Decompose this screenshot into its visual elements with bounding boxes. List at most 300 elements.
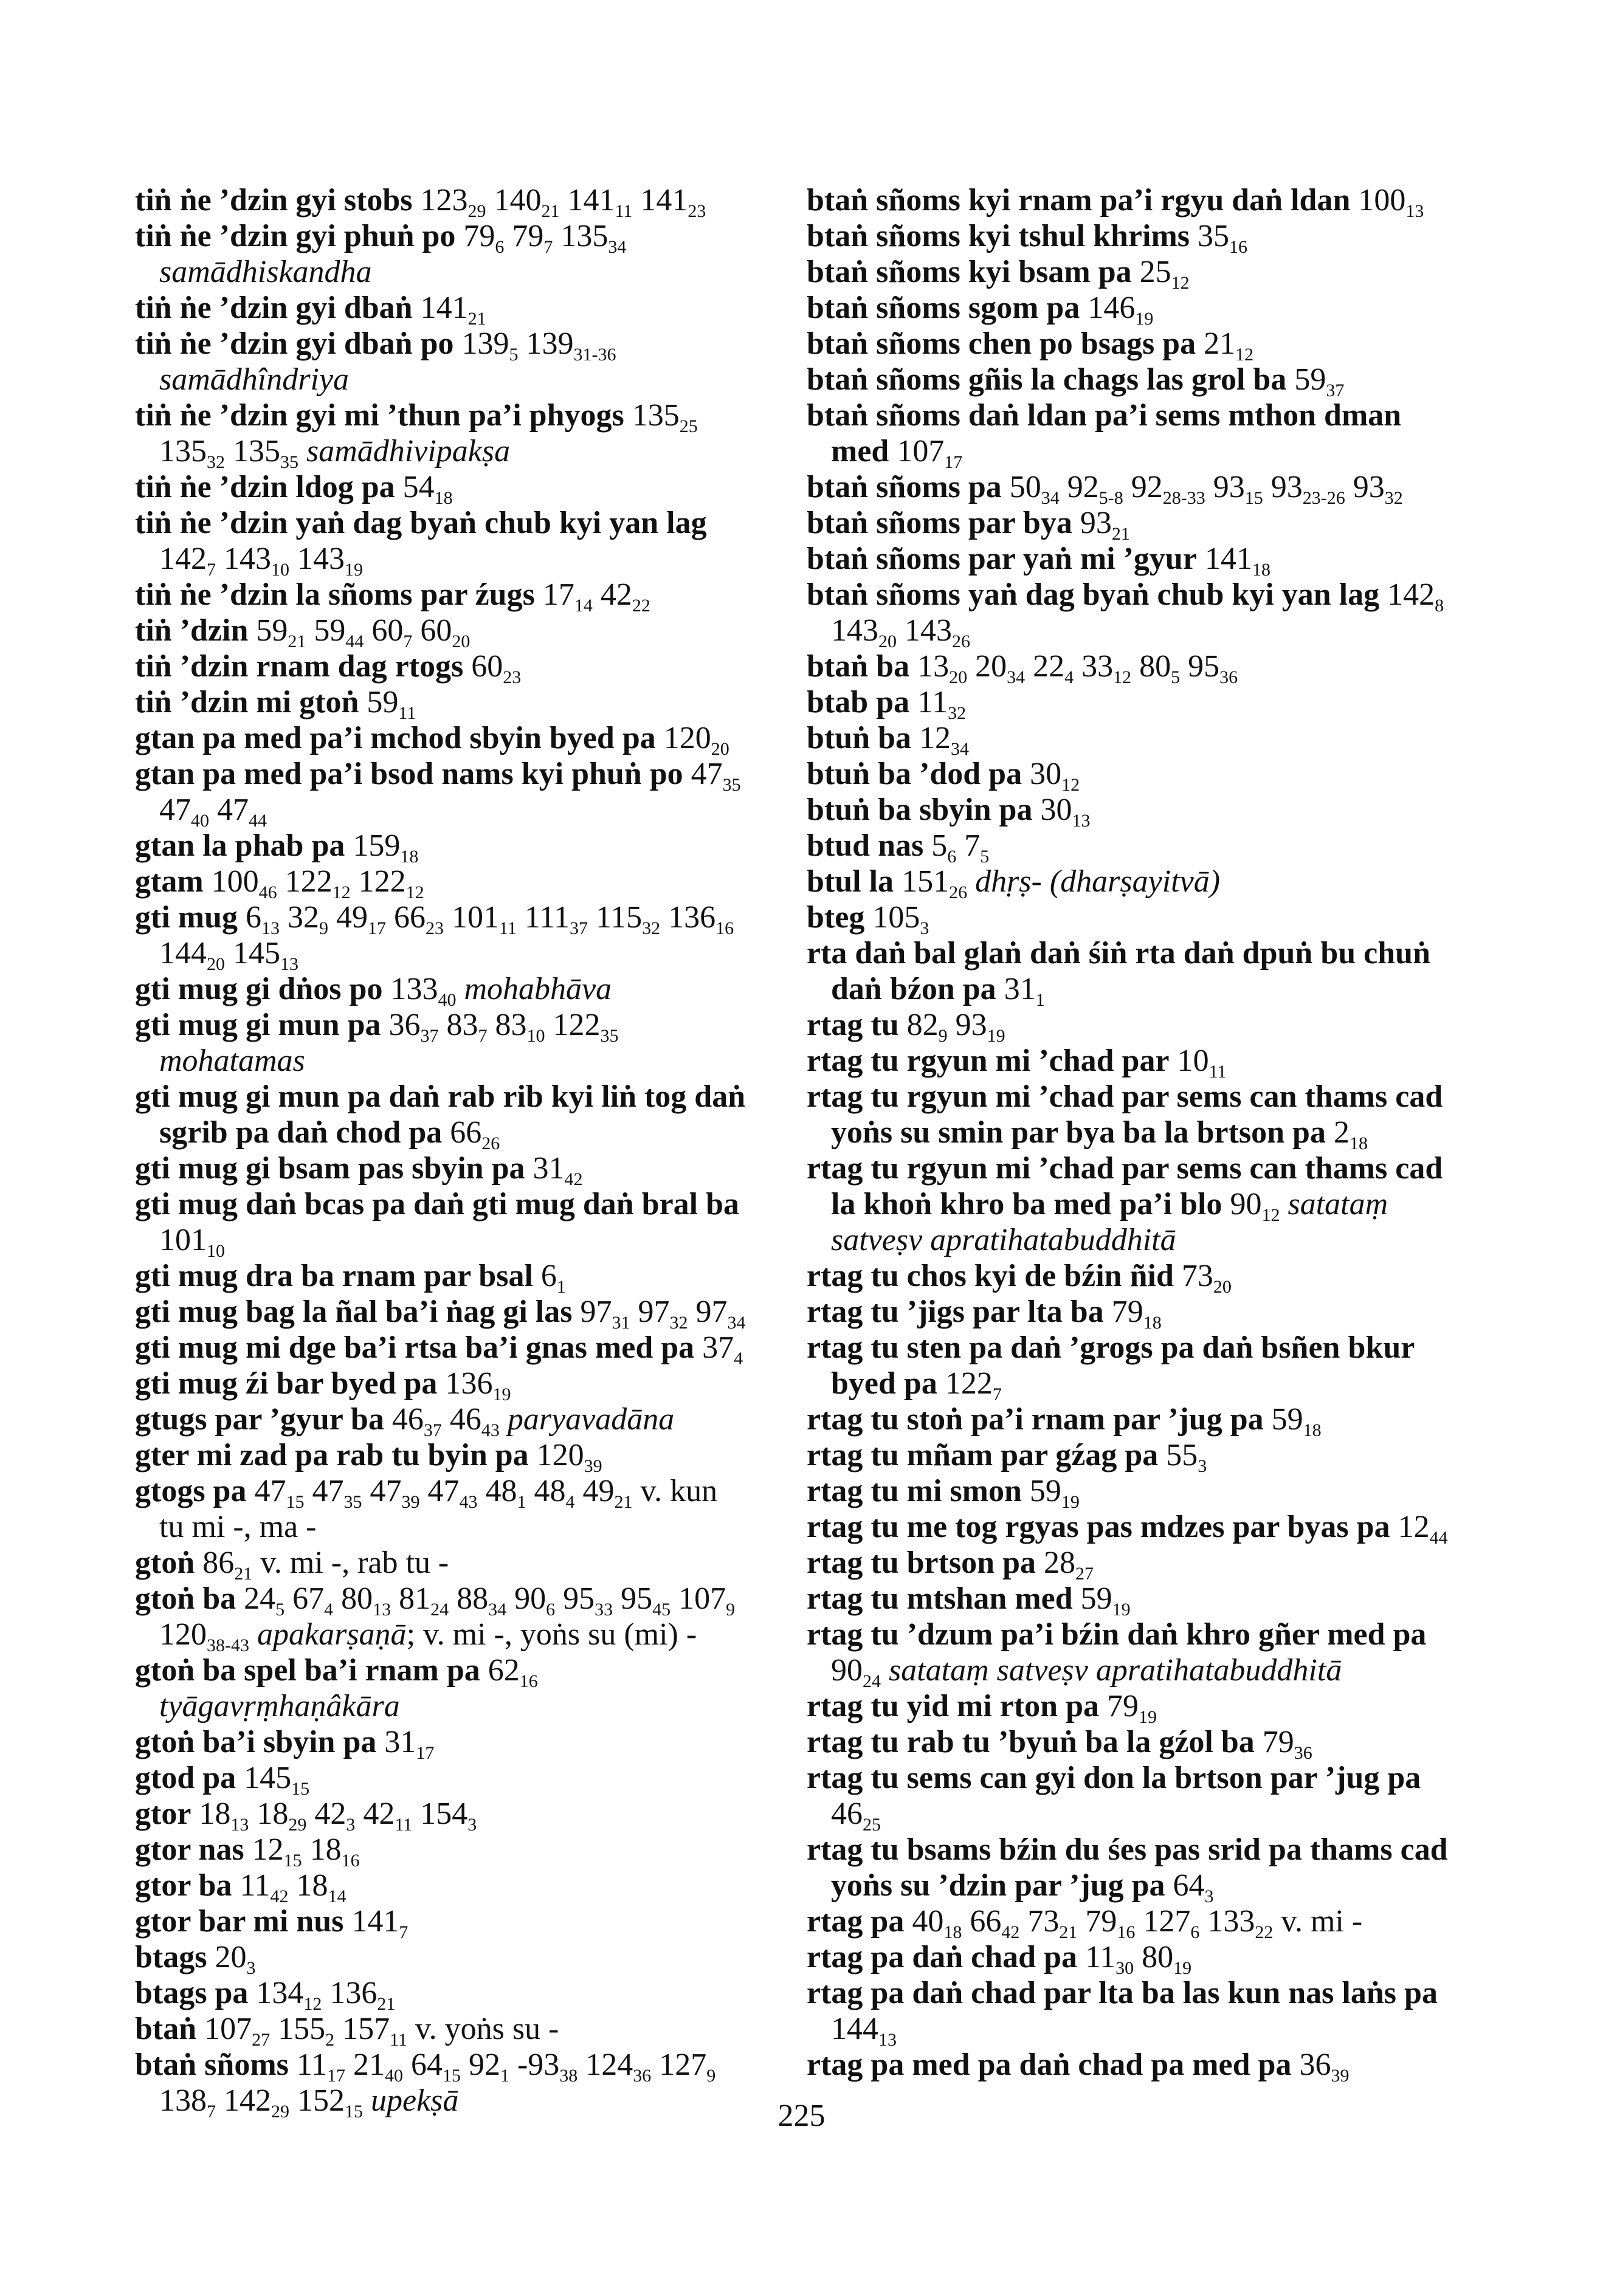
entry-headword: gti mug bag la ñal ba’i ṅag gi las (135, 1294, 573, 1329)
entry-references (1350, 183, 1424, 221)
line-reference: 32 (207, 452, 225, 472)
entry-headword: gtor (135, 1796, 191, 1831)
line-reference: 20 (878, 631, 897, 651)
entry-references (1222, 1187, 1280, 1225)
index-entry (807, 828, 1451, 867)
page-reference: 86 (202, 1545, 235, 1580)
line-reference: 32 (1384, 487, 1403, 508)
page-reference: 40 (912, 1904, 944, 1939)
line-reference: 44 (249, 810, 267, 831)
sanskrit-equivalent: paryavadāna (507, 1402, 675, 1437)
page-reference: 7 (964, 828, 981, 863)
page-reference: 155 (278, 2012, 326, 2046)
entry-references (529, 1438, 602, 1476)
line-reference: 19 (1112, 1599, 1131, 1620)
index-entry (135, 1294, 746, 1333)
page-reference: 92 (468, 2047, 500, 2082)
line-reference: 42 (564, 1169, 583, 1189)
line-reference: 7 (399, 1922, 409, 1942)
entry-references (1002, 470, 1403, 508)
page-reference: 107 (204, 2012, 252, 2046)
entry-headword: btaṅ (135, 2012, 197, 2046)
entry-headword: btaṅ sñoms daṅ ldan pa’i sems mthon dman med (807, 398, 1402, 469)
page-reference: 48 (485, 1474, 517, 1508)
entry-headword: rtag pa daṅ chad par lta ba las kun nas laṅs pa (807, 1976, 1438, 2010)
line-reference: 19 (1139, 1707, 1157, 1727)
entry-headword: btul la (807, 864, 894, 899)
line-reference: 14 (574, 595, 593, 616)
line-reference: 26 (952, 631, 970, 651)
entry-headword: rtag tu chos kyi de bźin ñid (807, 1259, 1174, 1293)
line-reference: 12 (303, 1993, 322, 2014)
line-reference: 14 (328, 1886, 346, 1906)
page-reference: 83 (495, 1008, 527, 1042)
entry-headword: gtod pa (135, 1761, 236, 1795)
line-reference: 27 (252, 2029, 271, 2050)
sanskrit-equivalent: apakarṣaṇā (257, 1617, 407, 1652)
page-reference: 124 (585, 2047, 633, 2082)
entry-references (909, 649, 1238, 687)
entry-headword: rtag tu rgyun mi ’chad par (807, 1043, 1170, 1078)
entry-references (1077, 1940, 1192, 1978)
line-reference: 12 (1235, 344, 1254, 365)
entry-references (831, 1653, 881, 1691)
entry-references (525, 1151, 583, 1189)
line-reference: 21 (1111, 523, 1130, 544)
entry-headword: btaṅ ba (807, 649, 910, 684)
line-reference: 3 (467, 1814, 477, 1835)
line-reference: 43 (481, 1420, 500, 1440)
line-reference: 40 (438, 989, 457, 1010)
line-reference: 31 (612, 1312, 630, 1333)
line-reference: 37 (1326, 380, 1345, 400)
line-reference: 3 (1204, 1886, 1214, 1906)
line-reference: 3 (1198, 1456, 1207, 1476)
index-entry (135, 1545, 746, 1584)
page-reference: 30 (1040, 792, 1072, 827)
page-reference: 88 (457, 1581, 489, 1616)
line-reference: 16 (519, 1671, 538, 1691)
line-reference: 34 (608, 236, 627, 257)
line-reference: 21 (614, 1491, 633, 1512)
index-entry (807, 182, 1451, 221)
line-reference: 19 (1173, 1957, 1192, 1978)
page-reference: -93 (517, 2047, 560, 2082)
entry-references (1022, 1474, 1080, 1512)
line-reference: 42 (270, 1886, 289, 1906)
entry-headword: tiṅ ṅe ’dzin gyi mi ’thun pa’i phyogs (135, 398, 624, 433)
page-reference: 11 (917, 685, 948, 720)
page-reference: 90 (1230, 1187, 1262, 1222)
page-reference: 28 (1044, 1545, 1076, 1580)
index-entry (135, 1186, 746, 1261)
entry-headword: gter mi zad pa rab tu byin pa (135, 1438, 529, 1473)
page-reference: 139 (461, 326, 509, 361)
index-entry (807, 1150, 1451, 1258)
entry-headword: gtan la phab pa (135, 828, 345, 863)
page-reference: 67 (292, 1581, 325, 1616)
line-reference: 31-36 (573, 344, 616, 365)
page-reference: 47 (159, 792, 191, 827)
page-reference: 107 (678, 1581, 726, 1616)
line-reference: 6 (1190, 1922, 1200, 1942)
entry-headword: tiṅ ṅe ’dzin la sñoms par źugs (135, 577, 535, 612)
page-reference: 47 (312, 1474, 344, 1508)
line-reference: 18 (400, 846, 419, 867)
page-reference: 79 (1085, 1904, 1117, 1939)
index-entry (807, 684, 1451, 723)
line-reference: 21 (467, 308, 486, 329)
entry-references (455, 219, 627, 257)
cross-reference: v. yoṅs su - (415, 2012, 559, 2046)
entry-references (454, 326, 616, 365)
entry-references (1255, 1725, 1312, 1763)
page-reference: 54 (402, 470, 435, 504)
index-entry (807, 290, 1451, 329)
line-reference: 20 (1213, 1276, 1232, 1297)
page-reference: 143 (224, 541, 271, 576)
page-reference: 59 (314, 613, 346, 648)
line-reference: 26 (481, 1133, 500, 1153)
page-reference: 81 (399, 1581, 431, 1616)
page-reference: 136 (445, 1366, 493, 1401)
line-reference: 12 (405, 882, 424, 902)
entry-headword: rtag tu rab tu ’byuṅ ba la gźol ba (807, 1725, 1255, 1759)
page-reference: 60 (471, 649, 503, 684)
page-reference: 93 (1270, 470, 1303, 504)
line-reference: 37 (423, 1420, 442, 1440)
line-reference: 17 (944, 452, 963, 472)
index-entry (135, 864, 746, 902)
line-reference: 46 (258, 882, 277, 902)
page-reference: 93 (1213, 470, 1245, 504)
line-reference: 18 (434, 487, 453, 508)
index-entry (135, 971, 746, 1010)
line-reference: 1 (556, 1276, 566, 1297)
index-entry (807, 541, 1451, 580)
line-reference: 6 (546, 1599, 556, 1620)
page-reference: 59 (367, 685, 399, 720)
index-entry (807, 505, 1451, 544)
entry-headword: rtag tu rgyun mi ’chad par sems can thams cad la khoṅ khro ba med pa’i blo (807, 1151, 1443, 1222)
entry-references (413, 290, 486, 329)
page-reference: 135 (632, 398, 680, 433)
page-reference: 83 (446, 1008, 478, 1042)
line-reference: 37 (420, 1025, 439, 1046)
line-reference: 4 (324, 1599, 334, 1620)
line-reference: 1 (500, 2065, 509, 2086)
index-entry (135, 1760, 746, 1799)
line-reference: 16 (715, 918, 734, 938)
page-reference: 95 (563, 1581, 595, 1616)
index-entry (807, 1294, 1451, 1333)
page-reference: 143 (905, 613, 952, 648)
page-reference: 97 (580, 1294, 612, 1329)
entry-headword: btuṅ ba sbyin pa (807, 792, 1033, 827)
page-reference: 2 (1333, 1115, 1350, 1150)
entry-headword: btuṅ ba (807, 721, 911, 755)
line-reference: 12 (1061, 774, 1080, 795)
entry-headword: gti mug gi bsam pas sbyin pa (135, 1151, 525, 1186)
index-entry (135, 613, 746, 651)
line-reference: 13 (261, 918, 280, 938)
entry-references (1036, 1545, 1094, 1584)
index-entry (807, 1545, 1451, 1584)
index-entry (807, 1581, 1451, 1620)
page-reference: 62 (488, 1653, 520, 1688)
line-reference: 44 (345, 631, 364, 651)
page-reference: 111 (524, 900, 570, 935)
line-reference: 44 (1429, 1527, 1448, 1548)
sanskrit-equivalent: dhṛṣ- (dharṣayitvā) (975, 864, 1221, 899)
line-reference: 7 (992, 1384, 1002, 1404)
index-entry (135, 1473, 746, 1545)
page-reference: 79 (463, 219, 495, 253)
index-entry (135, 1868, 746, 1906)
line-reference: 28-33 (1162, 487, 1205, 508)
entry-headword: tiṅ ’dzin mi gtoṅ (135, 685, 359, 720)
page-reference: 18 (296, 1868, 328, 1903)
entry-references (248, 613, 471, 651)
entry-references (937, 1366, 1002, 1404)
entry-references (343, 1904, 409, 1942)
line-reference: 5 (980, 846, 990, 867)
line-reference: 3 (920, 918, 929, 938)
line-reference: 21 (234, 1563, 253, 1584)
line-reference: 13 (280, 954, 298, 974)
entry-references (656, 721, 729, 759)
index-entry (135, 2011, 746, 2050)
page-reference: 66 (970, 1904, 1002, 1939)
page-reference: 143 (831, 613, 878, 648)
entry-headword: gtogs pa (135, 1474, 247, 1508)
page-reference: 134 (256, 1976, 304, 2010)
entry-references (894, 864, 968, 902)
index-entry (807, 756, 1451, 795)
index-entry (135, 1258, 746, 1297)
cross-reference: v. kun tu mi -, ma - (159, 1474, 718, 1544)
line-reference: 7 (403, 631, 413, 651)
page-reference: 141 (640, 183, 688, 218)
page-reference: 133 (1207, 1904, 1255, 1939)
entry-references (376, 1725, 435, 1763)
line-reference: 39 (1331, 2065, 1350, 2086)
page-reference: 127 (659, 2047, 707, 2082)
page-reference: 142 (1387, 577, 1435, 612)
page-reference: 127 (1143, 1904, 1191, 1939)
entry-headword: btaṅ sñoms par bya (807, 506, 1072, 540)
entry-headword: tiṅ ṅe ’dzin gyi phuṅ po (135, 219, 456, 253)
page-reference: 123 (420, 183, 468, 218)
entry-references (831, 1796, 881, 1835)
entry-headword: btaṅ sñoms yaṅ dag byaṅ chub kyi yan lag (807, 577, 1380, 612)
sanskrit-equivalent: samādhivipakṣa (306, 434, 511, 469)
sanskrit-equivalent: satataṃ satveṣv apratihatabuddhitā (889, 1653, 1342, 1688)
page-reference: 20 (215, 1940, 247, 1975)
line-reference: 19 (1135, 308, 1154, 329)
line-reference: 21 (1059, 1922, 1078, 1942)
page-reference: 46 (831, 1796, 863, 1831)
line-reference: 24 (430, 1599, 449, 1620)
page-reference: 93 (1353, 470, 1385, 504)
index-entry (807, 720, 1451, 759)
line-reference: 17 (416, 1742, 435, 1763)
entry-references (911, 721, 969, 759)
page-reference: 35 (1198, 219, 1229, 253)
index-entry (807, 362, 1451, 400)
entry-headword: gtan pa med pa’i mchod sbyin byed pa (135, 721, 656, 755)
entry-references (1104, 1294, 1162, 1333)
entry-references (1390, 1510, 1448, 1548)
line-reference: 13 (230, 1814, 249, 1835)
index-entry (807, 1975, 1451, 2050)
page-reference: 141 (1204, 541, 1252, 576)
entry-references (1286, 362, 1345, 400)
page-reference: 100 (211, 864, 259, 899)
page-reference: 48 (534, 1474, 566, 1508)
page-reference: 120 (159, 1617, 207, 1652)
line-reference: 36 (1219, 667, 1238, 687)
page-reference: 11 (296, 2047, 327, 2082)
entry-references (1170, 1043, 1227, 1082)
index-entry (807, 254, 1451, 293)
cross-reference: v. mi -, rab tu - (260, 1545, 449, 1580)
page-reference: 120 (663, 721, 711, 755)
page-reference: 80 (1142, 1940, 1174, 1975)
page-reference: 49 (582, 1474, 615, 1508)
page-reference: 97 (638, 1294, 670, 1329)
index-entry (807, 1007, 1451, 1046)
index-entry (135, 1832, 746, 1871)
page-reference: 59 (256, 613, 288, 648)
line-reference: 39 (401, 1491, 420, 1512)
line-reference: 36 (1294, 1742, 1312, 1763)
page-reference: 133 (390, 972, 438, 1006)
page-reference: 21 (353, 2047, 385, 2082)
index-entry (807, 1401, 1451, 1440)
line-reference: 35 (600, 1025, 619, 1046)
page-reference: 135 (560, 219, 608, 253)
entry-headword: gti mug gi mun pa daṅ rab rib kyi liṅ tog daṅ sgrib pa daṅ chod pa (135, 1079, 746, 1150)
page-reference: 36 (1299, 2047, 1331, 2082)
page-reference: 73 (1181, 1259, 1213, 1293)
entry-headword: gti mug mi dge ba’i rtsa ba’i gnas med pa (135, 1330, 695, 1365)
index-entry (807, 1903, 1451, 1942)
page-reference: 42 (600, 577, 632, 612)
page-reference: 36 (388, 1008, 421, 1042)
line-reference: 4 (734, 1348, 743, 1369)
index-entry (135, 1366, 746, 1404)
entry-references (204, 864, 424, 902)
page-reference: 92 (1067, 470, 1099, 504)
page-reference: 142 (159, 541, 207, 576)
entry-headword: tiṅ ṅe ’dzin ldog pa (135, 470, 395, 504)
entry-headword: rtag tu sten pa daṅ ’grogs pa daṅ bsñen bkur byed pa (807, 1330, 1415, 1401)
entry-references (996, 972, 1045, 1010)
index-entry (807, 1509, 1451, 1548)
entry-headword: tiṅ ṅe ’dzin gyi dbaṅ (135, 290, 413, 325)
entry-references (1158, 1438, 1207, 1476)
page-reference: 141 (420, 290, 468, 325)
page-reference: 90 (831, 1653, 863, 1688)
page-reference: 80 (1139, 649, 1171, 684)
index-entry (135, 1330, 746, 1369)
entry-references (381, 1008, 619, 1046)
entry-headword: rtag tu mi smon (807, 1474, 1022, 1508)
line-reference: 11 (499, 918, 517, 938)
index-entry (807, 864, 1451, 902)
line-reference: 21 (288, 631, 306, 651)
index-entry (135, 1150, 746, 1189)
entry-headword: gtoṅ ba (135, 1581, 236, 1616)
page-reference: 37 (702, 1330, 734, 1365)
index-entry (807, 1043, 1451, 1082)
line-reference: 19 (1061, 1491, 1080, 1512)
entry-headword: btaṅ sñoms kyi bsam pa (807, 255, 1132, 289)
line-reference: 36 (633, 2065, 652, 2086)
index-entry (135, 1724, 746, 1763)
entry-references (1099, 1689, 1157, 1727)
line-reference: 11 (390, 2029, 408, 2050)
entry-references (413, 183, 706, 221)
sanskrit-equivalent: samādhiskandha (159, 255, 372, 289)
line-reference: 5 (1171, 667, 1181, 687)
line-reference: 5 (275, 1599, 285, 1620)
page-number: 225 (777, 2098, 826, 2133)
page-reference: 50 (1009, 470, 1041, 504)
entry-headword: tiṅ ṅe ’dzin yaṅ dag byaṅ chub kyi yan lag (135, 506, 707, 540)
line-reference: 16 (1229, 236, 1247, 257)
index-entry (135, 648, 746, 687)
entry-references (442, 1115, 500, 1153)
page-reference: 18 (309, 1832, 342, 1867)
line-reference: 5 (509, 344, 519, 365)
line-reference: 20 (949, 667, 968, 687)
page-reference: 122 (358, 864, 406, 899)
page-reference: 10 (1177, 1043, 1209, 1078)
entry-headword: gtugs par ’gyur ba (135, 1402, 384, 1437)
index-entry (807, 1473, 1451, 1512)
page-reference: 136 (668, 900, 716, 935)
entry-headword: gti mug (135, 900, 238, 935)
index-entry (807, 1079, 1451, 1153)
page-reference: 59 (1294, 362, 1326, 397)
entry-references (533, 1259, 566, 1297)
page-reference: 138 (159, 2083, 207, 2118)
page-reference: 157 (342, 2012, 390, 2046)
cross-reference: v. mi - (1281, 1904, 1363, 1939)
index-entry (135, 1975, 746, 2014)
line-reference: 16 (341, 1850, 360, 1871)
index-entry (807, 1760, 1451, 1835)
entry-references (196, 2012, 408, 2050)
sanskrit-equivalent: tyāgavṛṃhaṇâkāra (159, 1689, 400, 1724)
page-reference: 115 (596, 900, 643, 935)
line-reference: 12 (1113, 667, 1132, 687)
line-reference: 19 (492, 1384, 511, 1404)
entry-references (909, 685, 967, 723)
page-reference: 79 (1111, 1294, 1143, 1329)
line-reference: 30 (1115, 1957, 1134, 1978)
line-reference: 32 (948, 703, 967, 723)
entry-headword: rtag tu me tog rgyas pas mdzes par byas pa (807, 1510, 1390, 1544)
line-reference: 21 (377, 1993, 396, 2014)
entry-references (1032, 792, 1091, 831)
page-reference: 146 (1088, 290, 1136, 325)
index-entry (807, 1437, 1451, 1476)
line-reference: 1 (1035, 989, 1045, 1010)
entry-references (246, 1474, 633, 1512)
